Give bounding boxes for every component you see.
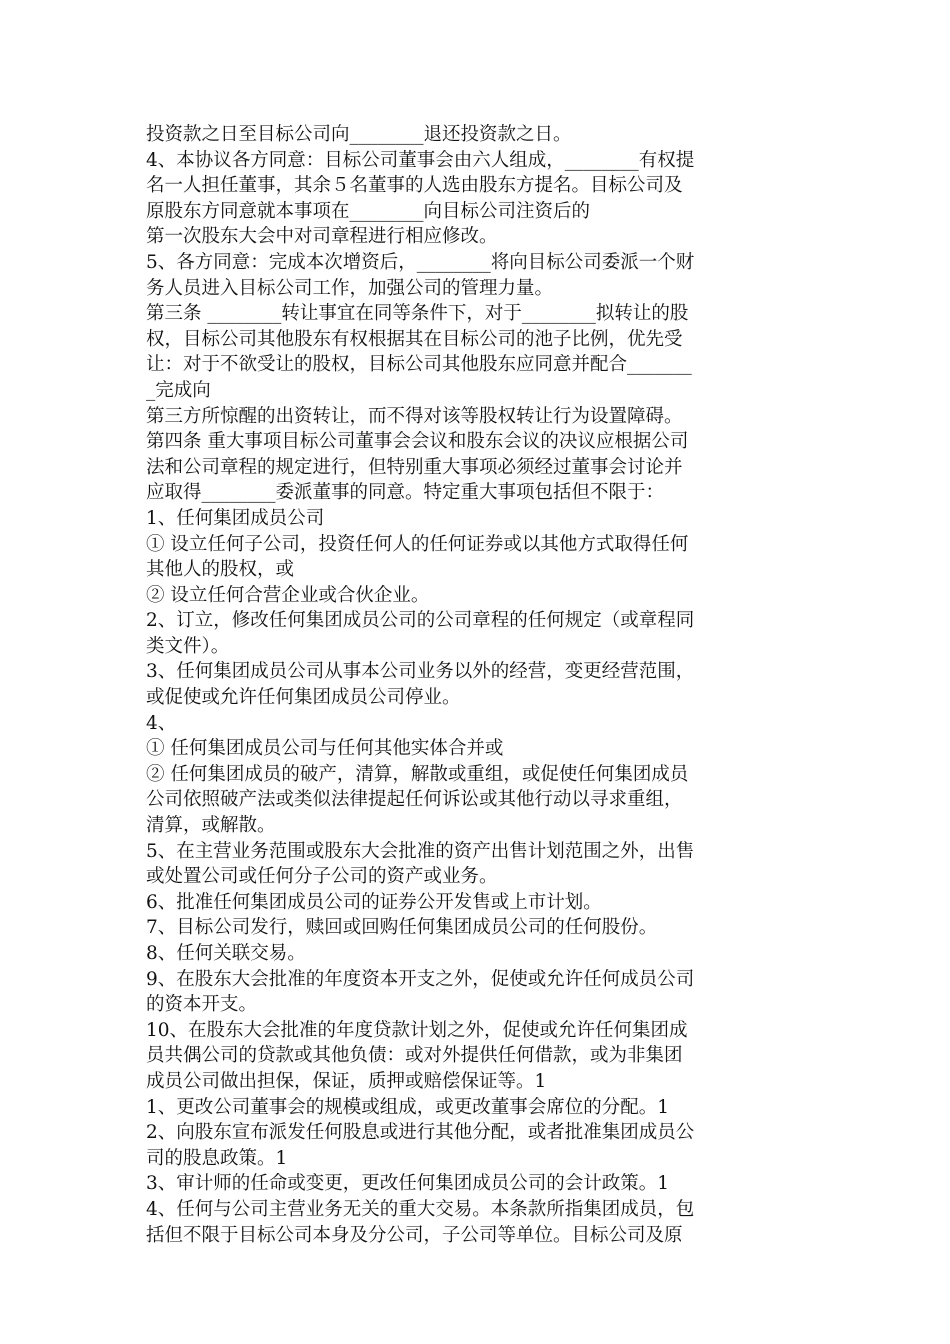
text-line: 法和公司章程的规定进行，但特别重大事项必须经过董事会讨论并 [146,456,683,478]
text-line: 名一人担任董事，其余５名董事的人选由股东方提名。目标公司及 [146,175,683,197]
text-line: 务人员进入目标公司工作，加强公司的管理力量。 [146,277,554,299]
text-line: 5、各方同意：完成本次增资后，________将向目标公司委派一个财 [146,251,695,273]
text-line: 3、审计师的任命或变更，更改任何集团成员公司的会计政策。1 [146,1173,670,1195]
text-line: 10、在股东大会批准的年度贷款计划之外，促使或允许任何集团成 [146,1019,688,1041]
text-line: 投资款之日至目标公司向________退还投资款之日。 [146,124,572,145]
text-line: 或促使或允许任何集团成员公司停业。 [146,687,461,709]
text-line: 权，目标公司其他股东有权根据其在目标公司的池子比例，优先受 [146,328,683,350]
text-line: 应取得________委派董事的同意。特定重大事项包括但不限于： [146,482,665,504]
text-line: 1、任何集团成员公司 [146,507,325,529]
text-line: 4、 [146,712,177,734]
text-line: 司的股息政策。1 [146,1147,288,1169]
text-line: 公司依照破产法或类似法律提起任何诉讼或其他行动以寻求重组， [146,789,683,811]
text-line: 4、本协议各方同意：目标公司董事会由六人组成，________有权提 [146,149,695,171]
text-line: 括但不限于目标公司本身及分公司，子公司等单位。目标公司及原 [146,1224,683,1246]
document-body [146,122,810,1248]
text-line: 9、在股东大会批准的年度资本开支之外，促使或允许任何成员公司 [146,968,695,990]
text-line: 其他人的股权，或 [146,559,295,581]
text-line: 的资本开支。 [146,994,258,1016]
text-line: 第四条 重大事项目标公司董事会会议和股东会议的决议应根据公司 [146,431,689,453]
text-line: 类文件）。 [146,635,230,657]
text-line: 7、目标公司发行，赎回或回购任何集团成员公司的任何股份。 [146,917,658,939]
text-line: 1、更改公司董事会的规模或组成，或更改董事会席位的分配。1 [146,1096,670,1118]
text-line: 2、向股东宣布派发任何股息或进行其他分配，或者批准集团成员公 [146,1122,695,1144]
text-line: 3、任何集团成员公司从事本公司业务以外的经营，变更经营范围， [146,661,695,683]
text-line: 2、订立，修改任何集团成员公司的公司章程的任何规定（或章程同 [146,610,695,632]
text-line: 第一次股东大会中对司章程进行相应修改。 [146,226,498,248]
text-line: 原股东方同意就本事项在________向目标公司注资后的 [146,200,591,222]
text-line: 第三条 ________转让事宜在同等条件下，对于________拟转让的股 [146,303,689,325]
text-line: 清算，或解散。 [146,815,276,837]
text-line: 或处置公司或任何分子公司的资产或业务。 [146,866,498,888]
text-line: 员共偶公司的贷款或其他负债：或对外提供任何借款，或为非集团 [146,1045,683,1067]
text-line: 让：对于不欲受让的股权，目标公司其他股东应同意并配合_______ [146,354,692,376]
text-line: 4、任何与公司主营业务无关的重大交易。本条款所指集团成员，包 [146,1198,695,1220]
text-line: 5、在主营业务范围或股东大会批准的资产出售计划范围之外，出售 [146,840,695,862]
text-line: 成员公司做出担保，保证，质押或赔偿保证等。1 [146,1070,547,1092]
text-line: ② 任何集团成员的破产，清算，解散或重组，或促使任何集团成员 [146,763,689,785]
text-line: ② 设立任何合营企业或合伙企业。 [146,584,430,606]
text-line: _完成向 [146,379,211,401]
text-line: 8、任何关联交易。 [146,943,306,964]
text-line: ① 任何集团成员公司与任何其他实体合并或 [146,738,504,760]
text-line: 6、批准任何集团成员公司的证券公开发售或上市计划。 [146,891,602,913]
text-line: ① 设立任何子公司，投资任何人的任何证券或以其他方式取得任何 [146,533,689,555]
text-line: 第三方所惊醒的出资转让，而不得对该等股权转让行为设置障碍。 [146,405,683,427]
